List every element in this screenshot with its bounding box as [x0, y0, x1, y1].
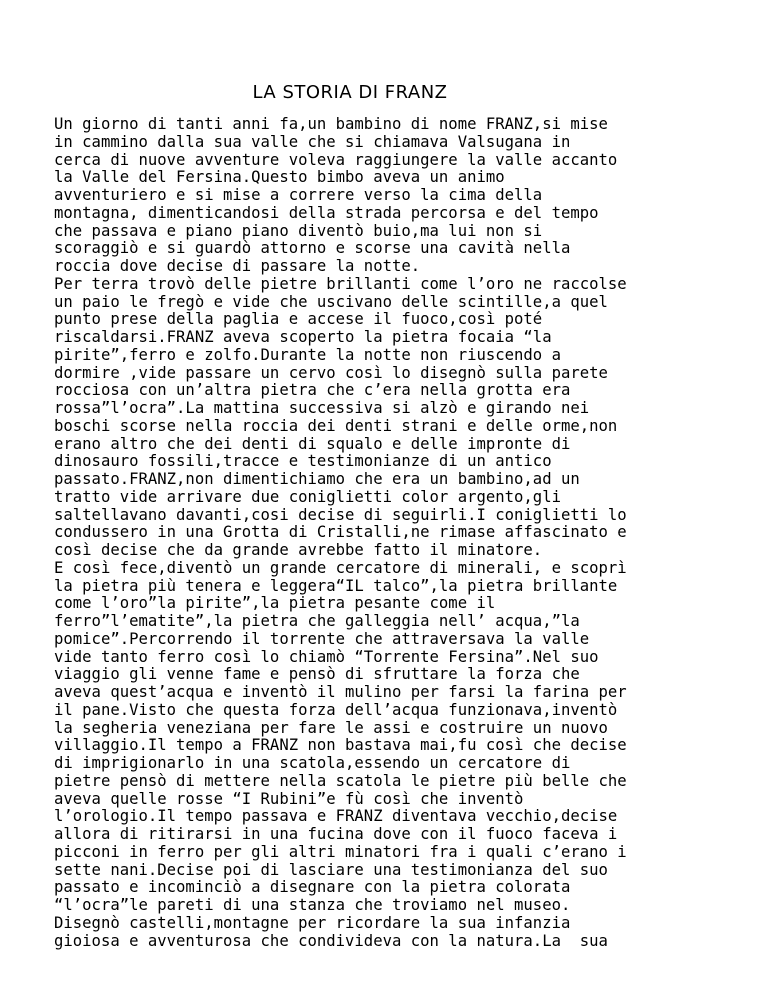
story-line: “l’ocra”le pareti di una stanza che troviamo nel museo.	[54, 896, 571, 914]
story-line: dormire ,vide passare un cervo così lo disegnò sulla parete	[54, 363, 608, 382]
story-line: Per terra trovò delle pietre brillanti come l’oro ne raccolse	[54, 274, 627, 293]
story-line: passato.FRANZ,non dimentichiamo che era un bambino,ad un	[54, 470, 580, 488]
story-line: scoraggiò e si guardò attorno e scorse una cavità nella	[54, 239, 571, 258]
story-line: così decise che da grande avrebbe fatto il minatore.	[54, 541, 543, 559]
story-line: cerca di nuove avventure voleva raggiungere la valle accanto	[54, 150, 618, 169]
story-line: boschi scorse nella roccia dei denti strani e delle orme,non	[54, 416, 618, 435]
story-body	[54, 116, 764, 950]
story-line: passato e incominciò a disegnare con la pietra colorata	[54, 878, 571, 897]
story-line: picconi in ferro per gli altri minatori fra i quali c’erano i	[54, 842, 627, 861]
story-line: rocciosa con un’altra pietra che c’era nella grotta era	[54, 381, 571, 400]
story-line: erano altro che dei denti di squalo e delle impronte di	[54, 434, 571, 453]
story-line: allora di ritirarsi in una fucina dove con il fuoco faceva i	[54, 825, 618, 843]
story-line: E così fece,diventò un grande cercatore di minerali, e scoprì	[54, 558, 627, 577]
story-line: montagna, dimenticandosi della strada percorsa e del tempo	[54, 203, 599, 222]
story-line: aveva quelle rosse “I Rubini”e fù così che inventò	[54, 789, 524, 808]
story-line: roccia dove decise di passare la notte.	[54, 257, 421, 275]
story-line: gioiosa e avventurosa che condivideva con la natura.La sua	[54, 931, 608, 950]
story-line: dinosauro fossili,tracce e testimonianze di un antico	[54, 452, 552, 471]
story-line: villaggio.Il tempo a FRANZ non bastava mai,fu così che decise	[54, 736, 627, 755]
story-line: Disegnò castelli,montagne per ricordare la sua infanzia	[54, 913, 571, 932]
story-line: tratto vide arrivare due coniglietti color argento,gli	[54, 487, 561, 506]
story-line: l’orologio.Il tempo passava e FRANZ diventava vecchio,decise	[54, 807, 618, 826]
story-line: pirite”,ferro e zolfo.Durante la notte non riuscendo a	[54, 345, 561, 364]
story-line: avventuriero e si mise a correre verso la cima della	[54, 186, 543, 204]
story-line: sette nani.Decise poi di lasciare una testimonianza del suo	[54, 860, 608, 879]
document-title: LA STORIA DI FRANZ	[252, 82, 448, 103]
story-line: di imprigionarlo in una scatola,essendo un cercatore di	[54, 754, 571, 772]
story-line: ferro”l’ematite”,la pietra che galleggia nell’ acqua,”la	[54, 612, 580, 630]
story-line: il pane.Visto che questa forza dell’acqua funzionava,inventò	[54, 700, 618, 719]
story-line: aveva quest’acqua e inventò il mulino per farsi la farina per	[54, 683, 627, 701]
story-line: rossa”l’ocra”.La mattina successiva si alzò e girando nei	[54, 399, 590, 417]
story-line: Un giorno di tanti anni fa,un bambino di nome FRANZ,si mise	[54, 115, 608, 133]
story-line: pomice”.Percorrendo il torrente che attraversava la valle	[54, 629, 590, 648]
story-line: in cammino dalla sua valle che si chiamava Valsugana in	[54, 132, 571, 151]
story-line: la segheria veneziana per fare le assi e costruire un nuovo	[54, 718, 608, 737]
story-line: punto prese della paglia e accese il fuoco,così poté	[54, 310, 543, 329]
story-line: vide tanto ferro così lo chiamò “Torrente Fersina”.Nel suo	[54, 647, 599, 666]
story-line: saltellavano davanti,cosi decise di seguirli.I coniglietti lo	[54, 505, 627, 524]
story-line: un paio le fregò e vide che uscivano delle scintille,a quel	[54, 292, 608, 311]
story-line: come l’oro”la pirite”,la pietra pesante come il	[54, 594, 496, 613]
story-line: che passava e piano piano diventò buio,ma lui non si	[54, 221, 543, 240]
story-line: condussero in una Grotta di Cristalli,ne rimase affascinato e	[54, 523, 627, 542]
story-line: la pietra più tenera e leggera“IL talco”,la pietra brillante	[54, 576, 618, 595]
story-line: riscaldarsi.FRANZ aveva scoperto la pietra focaia “la	[54, 328, 552, 346]
story-line: viaggio gli venne fame e pensò di sfruttare la forza che	[54, 665, 580, 684]
story-line: pietre pensò di mettere nella scatola le pietre più belle che	[54, 771, 627, 790]
story-line: la Valle del Fersina.Questo bimbo aveva un animo	[54, 168, 505, 187]
